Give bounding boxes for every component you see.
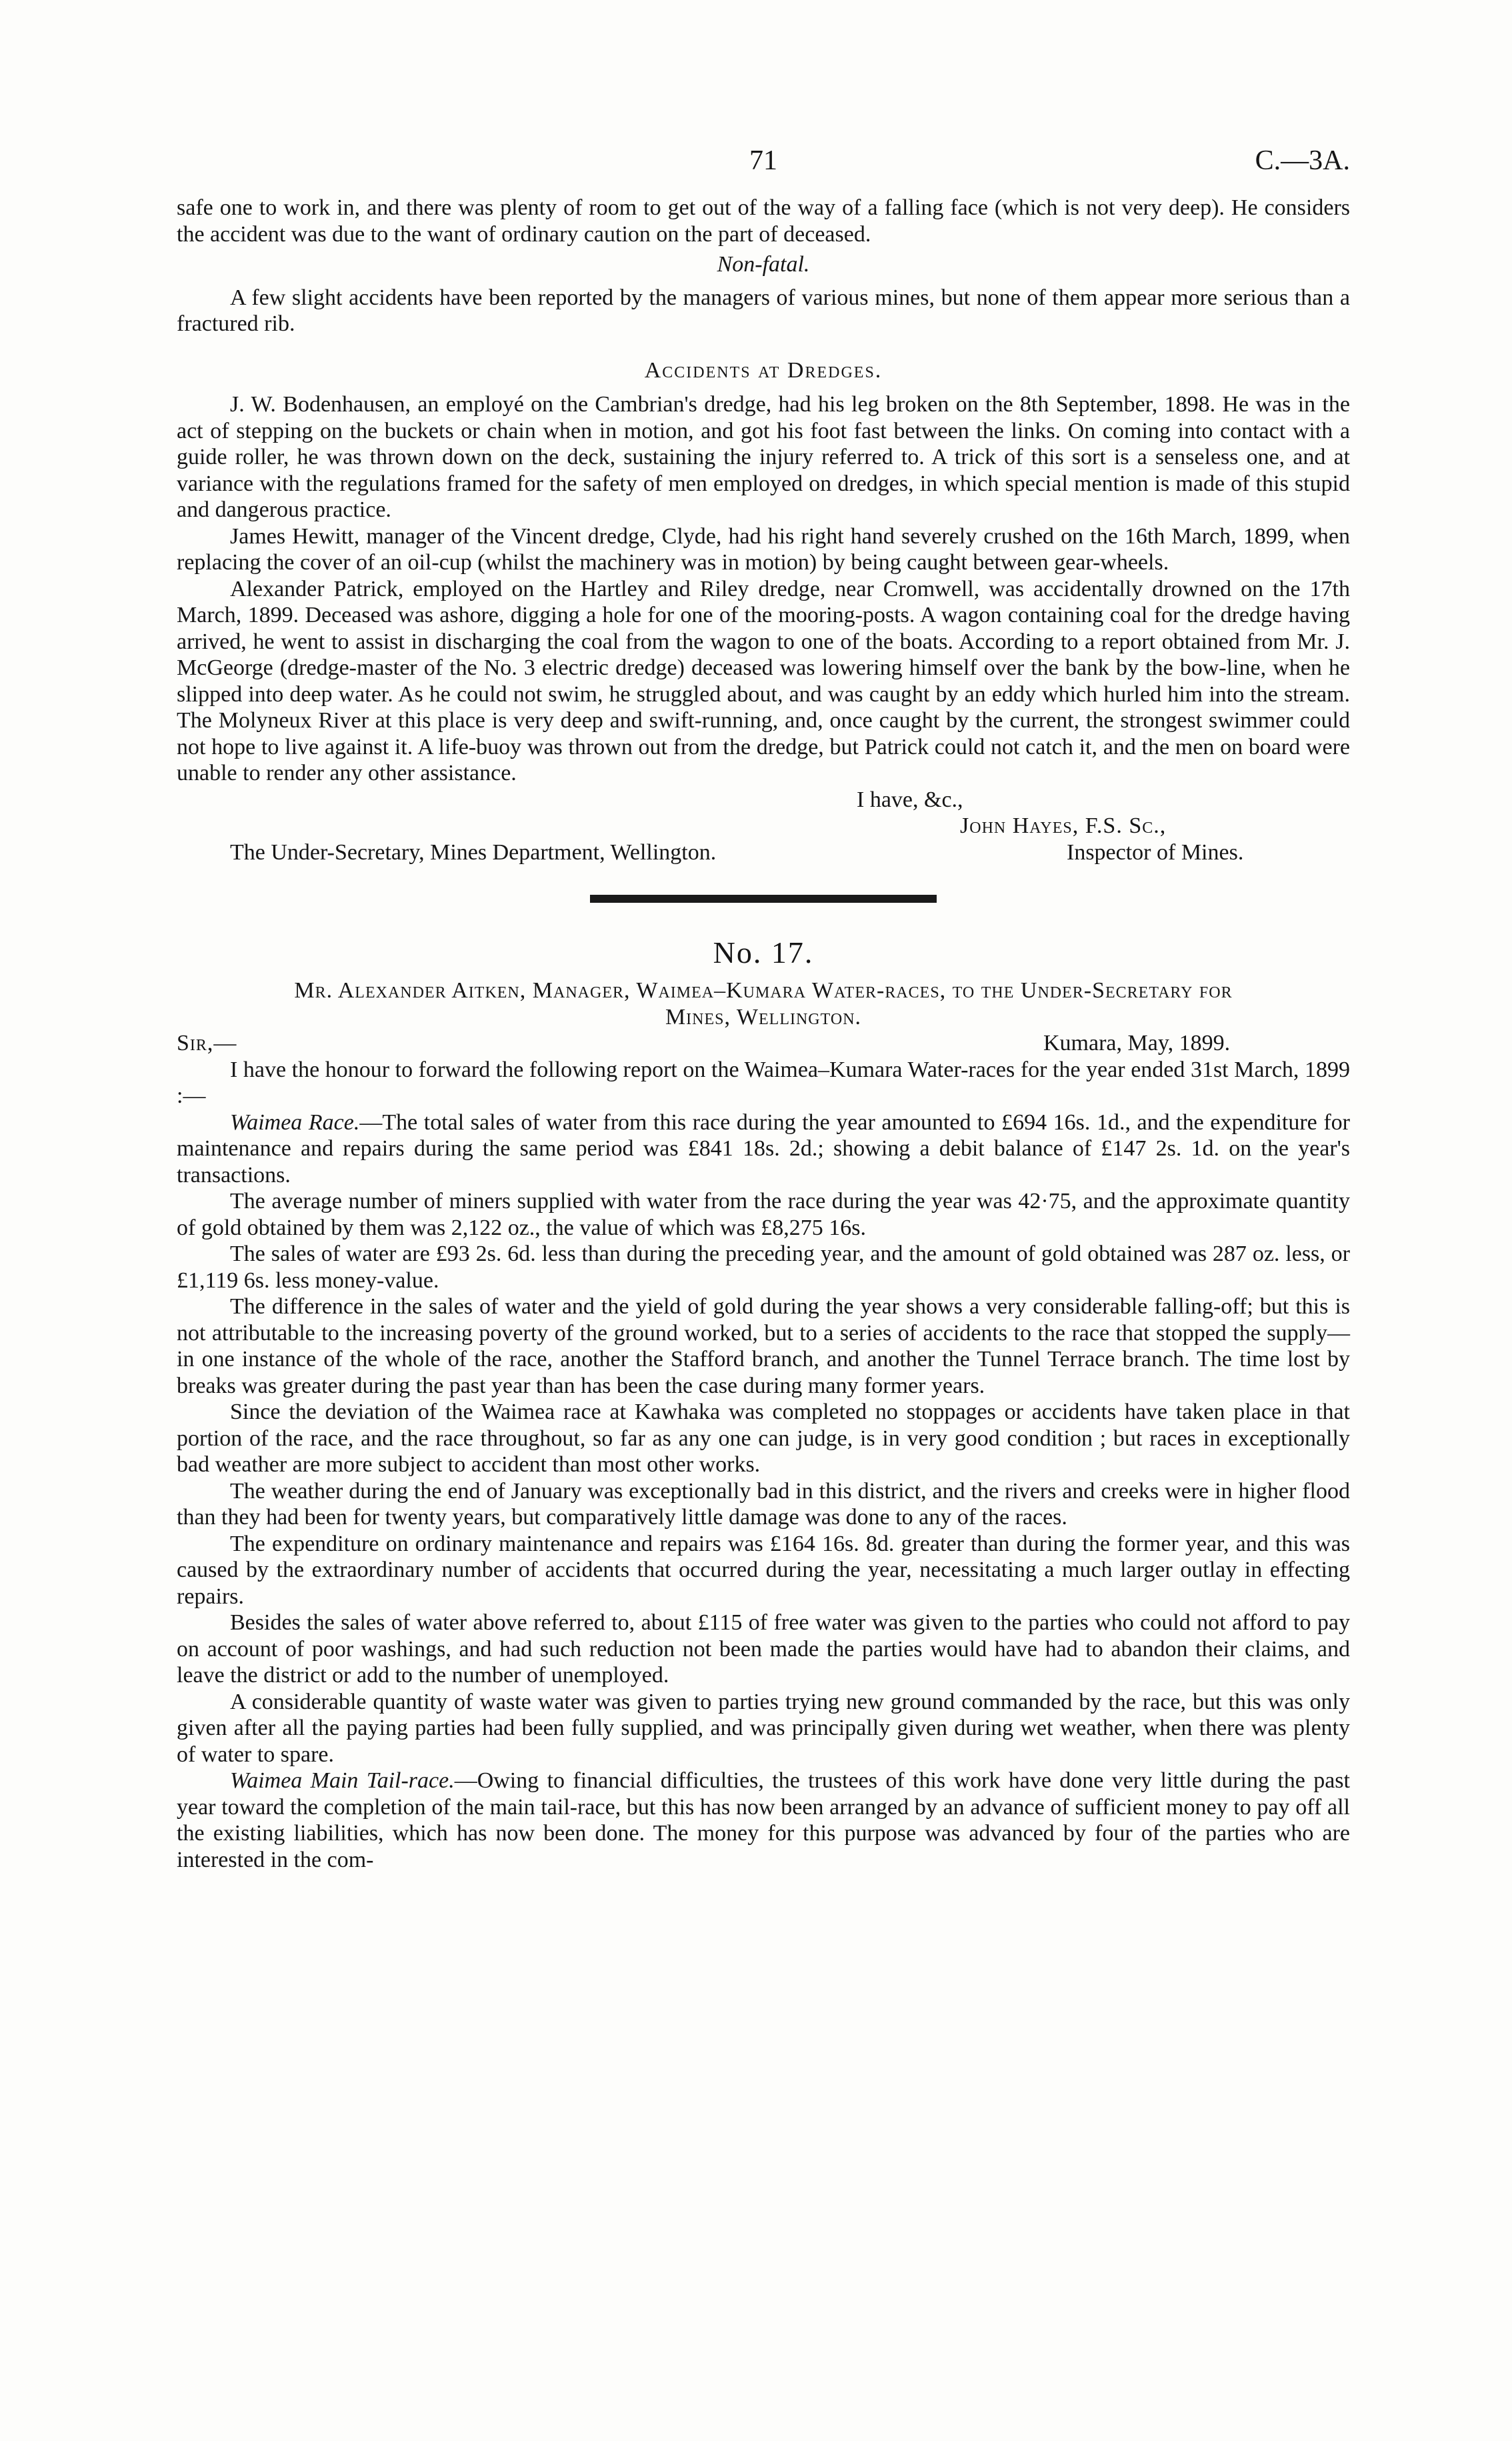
salutation-row: [177, 1030, 1350, 1057]
place-date: Kumara, May, 1899.: [1043, 1031, 1231, 1055]
paragraph-waimea-race: Waimea Race.—The total sales of water from this race during the year amounted to £694 16s. 1d., and the expenditure for maintenance and repairs during the same period was £841 18s. 2d.; showing a debit balance of £147 2s. 1d. on the year's transactions.: [177, 1109, 1350, 1187]
paragraph-free-water: Besides the sales of water above referred to, about £115 of free water was given to the parties who could not afford to pay on account of poor washings, and had such reduction not been made the parties would have had to abandon their claims, and leave the district or add to the number of unemployed.: [177, 1610, 1350, 1688]
report-title-line-2: Mines, Wellington.: [665, 1004, 862, 1029]
closing-row: [177, 787, 1350, 813]
dredges-heading: Accidents at Dredges.: [644, 357, 883, 383]
paragraph-tail-race: Waimea Main Tail-race.—Owing to financial difficulties, the trustees of this work have done very little during the past year toward the completion of the main tail-race, but this has now been arranged by an advance of sufficient money to pay off all the existing liabilities, which has now been done. The money for this purpose was advanced by four of the parties who are interested in the com-: [177, 1768, 1350, 1872]
tail-race-label: Waimea Main Tail-race.: [230, 1768, 455, 1793]
closing: I have, &c.,: [857, 787, 963, 812]
paragraph-weather: The weather during the end of January was exceptionally bad in this district, and the rivers and creeks were in higher flood than they had been for twenty years, but comparatively little damage was done to any of the races.: [177, 1478, 1350, 1530]
addressee-row: [177, 839, 1350, 866]
paragraph-difference: The difference in the sales of water and the yield of gold during the year shows a very considerable falling-off; but this is not attributable to the increasing poverty of the ground worked, but to a series of accidents to the race that stopped the supply—in one instance of the whole of the race, another the Stafford branch, and another the Tunnel Terrace branch. The time lost by breaks was greater during the past year than has been the case during many former years.: [177, 1294, 1350, 1398]
signer-name: John Hayes, F.S. Sc.,: [960, 813, 1167, 838]
addressee: The Under-Secretary, Mines Department, Wellington.: [230, 839, 717, 865]
waimea-race-label: Waimea Race.: [230, 1109, 360, 1135]
report-title-line-1: Mr. Alexander Aitken, Manager, Waimea–Kumara Water-races, to the Under-Secretary for: [294, 978, 1233, 1003]
document-reference: C.—3A.: [1255, 145, 1350, 176]
paragraph-intro: I have the honour to forward the following report on the Waimea–Kumara Water-races for the year ended 31st March, 1899 :—: [177, 1057, 1350, 1108]
paragraph-hewitt: James Hewitt, manager of the Vincent dredge, Clyde, had his right hand severely crushed on the 16th March, 1899, when replacing the cover of an oil-cup (whilst the machinery was in motion) by being caught between gear-wheels.: [177, 523, 1350, 575]
report-number: No. 17.: [713, 935, 814, 969]
paragraph-continuation: safe one to work in, and there was plenty of room to get out of the way of a falling face (which is not very deep). He considers the accident was due to the want of ordinary caution on the part of deceased.: [177, 195, 1350, 247]
section-divider: [590, 895, 937, 903]
page-number: 71: [749, 145, 777, 176]
paragraph-sales: The sales of water are £93 2s. 6d. less than during the preceding year, and the amount of gold obtained was 287 oz. less, or £1,119 6s. less money-value.: [177, 1242, 1350, 1293]
non-fatal-heading: Non-fatal.: [717, 252, 810, 277]
paragraph-deviation: Since the deviation of the Waimea race at Kawhaka was completed no stoppages or accidents have taken place in that portion of the race, and the race throughout, so far as any one can judge, is in very good condition ; but races in exceptionally bad weather are more subject to accident than most other works.: [177, 1400, 1350, 1477]
paragraph-patrick: Alexander Patrick, employed on the Hartley and Riley dredge, near Cromwell, was accidentally drowned on the 17th March, 1899. Deceased was ashore, digging a hole for one of the mooring-posts. A wagon containing coal for the dredge having arrived, he went to assist in discharging the coal from the wagon to one of the boats. According to a report obtained from Mr. J. McGeorge (dredge-master of the No. 3 electric dredge) deceased was lowering himself over the bank by the bow-line, when he slipped into deep water. As he could not swim, he struggled about, and was caught by an eddy which hurled him into the stream. The Molyneux River at this place is very deep and swift-running, and, once caught by the current, the strongest swimmer could not hope to live against it. A life-buoy was thrown out from the dredge, but Patrick could not catch it, and the men on board were unable to render any other assistance.: [177, 576, 1350, 785]
paragraph-non-fatal: A few slight accidents have been reported by the managers of various mines, but none of them appear more serious than a fractured rib.: [177, 285, 1350, 336]
salutation: Sir,—: [177, 1031, 237, 1055]
paragraph-bodenhausen: J. W. Bodenhausen, an employé on the Cambrian's dredge, had his leg broken on the 8th September, 1898. He was in the act of stepping on the buckets or chain when in motion, and got his foot fast between the links. On coming into contact with a guide roller, he was thrown down on the deck, sustaining the injury referred to. A trick of this sort is a senseless one, and at variance with the regulations framed for the safety of men employed on dredges, in which special mention is made of this stupid and dangerous practice.: [177, 392, 1350, 522]
page-header: [177, 145, 1350, 195]
paragraph-miners: The average number of miners supplied with water from the race during the year was 42·75, and the approximate quantity of gold obtained by them was 2,122 oz., the value of which was £8,275 16s.: [177, 1189, 1350, 1240]
paragraph-expenditure: The expenditure on ordinary maintenance and repairs was £164 16s. 8d. greater than during the former year, and this was caused by the extraordinary number of accidents that occurred during the year, necessitating a much larger outlay in effecting repairs.: [177, 1531, 1350, 1609]
signer-row: [177, 813, 1350, 839]
paragraph-waste-water: A considerable quantity of waste water was given to parties trying new ground commanded by the race, but this was only given after all the paying parties had been fully supplied, and was principally given during wet weather, when there was plenty of water to spare.: [177, 1689, 1350, 1767]
signer-title: Inspector of Mines.: [1067, 839, 1244, 865]
document-page: [177, 145, 1350, 1873]
